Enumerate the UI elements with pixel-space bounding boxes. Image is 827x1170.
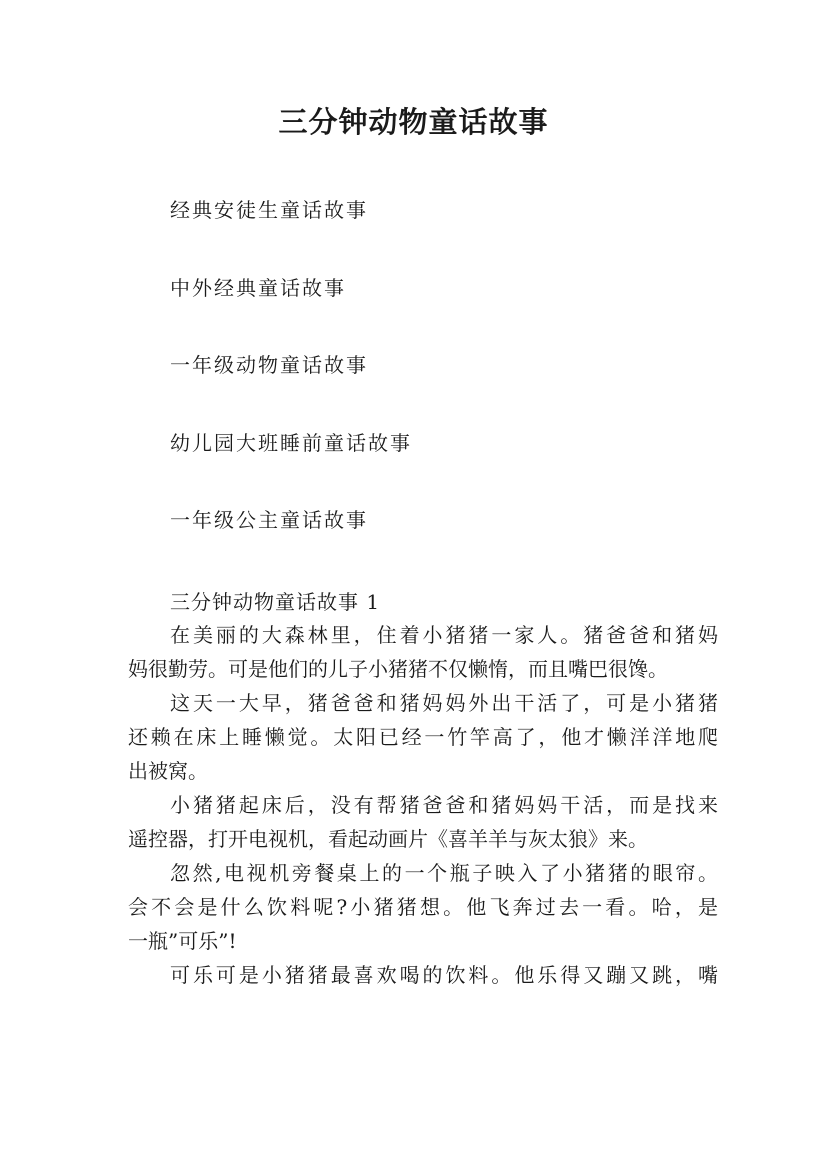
paragraph-line: 忽然,电视机旁餐桌上的一个瓶子映入了小猪猪的眼帘。 <box>170 861 718 885</box>
story-body <box>128 586 718 992</box>
related-link-grade1-princess[interactable]: 一年级公主童话故事 <box>170 508 368 532</box>
related-link-kindergarten-bedtime[interactable]: 幼儿园大班睡前童话故事 <box>170 430 412 455</box>
paragraph-line: 在美丽的大森林里，住着小猪猪一家人。猪爸爸和猪妈 <box>170 623 718 647</box>
paragraph-line: 会不会是什么饮料呢?小猪猪想。他飞奔过去一看。哈，是 <box>128 895 718 919</box>
related-link-andersen[interactable]: 经典安徒生童话故事 <box>170 198 368 222</box>
paragraph-line: 遥控器，打开电视机，看起动画片《喜羊羊与灰太狼》来。 <box>128 827 648 851</box>
paragraph-line: 还赖在床上睡懒觉。太阳已经一竹竿高了，他才懒洋洋地爬 <box>128 725 718 749</box>
paragraph <box>128 686 718 788</box>
paragraph-line: 出被窝。 <box>128 759 208 783</box>
paragraph <box>128 788 718 856</box>
story-heading: 三分钟动物童话故事 1 <box>170 590 381 614</box>
paragraph <box>128 856 718 958</box>
paragraph <box>128 958 718 992</box>
related-links-list <box>170 195 730 583</box>
paragraph-line: 这天一大早，猪爸爸和猪妈妈外出干活了，可是小猪猪 <box>170 691 718 715</box>
document-title: 三分钟动物童话故事 <box>278 105 549 139</box>
related-link-classic[interactable]: 中外经典童话故事 <box>170 275 346 300</box>
paragraph-line: 妈很勤劳。可是他们的儿子小猪猪不仅懒惰，而且嘴巴很馋。 <box>128 657 668 681</box>
paragraph-line: 一瓶”可乐”! <box>128 929 237 953</box>
paragraph <box>128 618 718 686</box>
paragraph-line: 小猪猪起床后，没有帮猪爸爸和猪妈妈干活，而是找来 <box>170 793 718 817</box>
paragraph-line: 可乐可是小猪猪最喜欢喝的饮料。他乐得又蹦又跳，嘴 <box>170 963 718 987</box>
related-link-grade1-animal[interactable]: 一年级动物童话故事 <box>170 353 368 377</box>
